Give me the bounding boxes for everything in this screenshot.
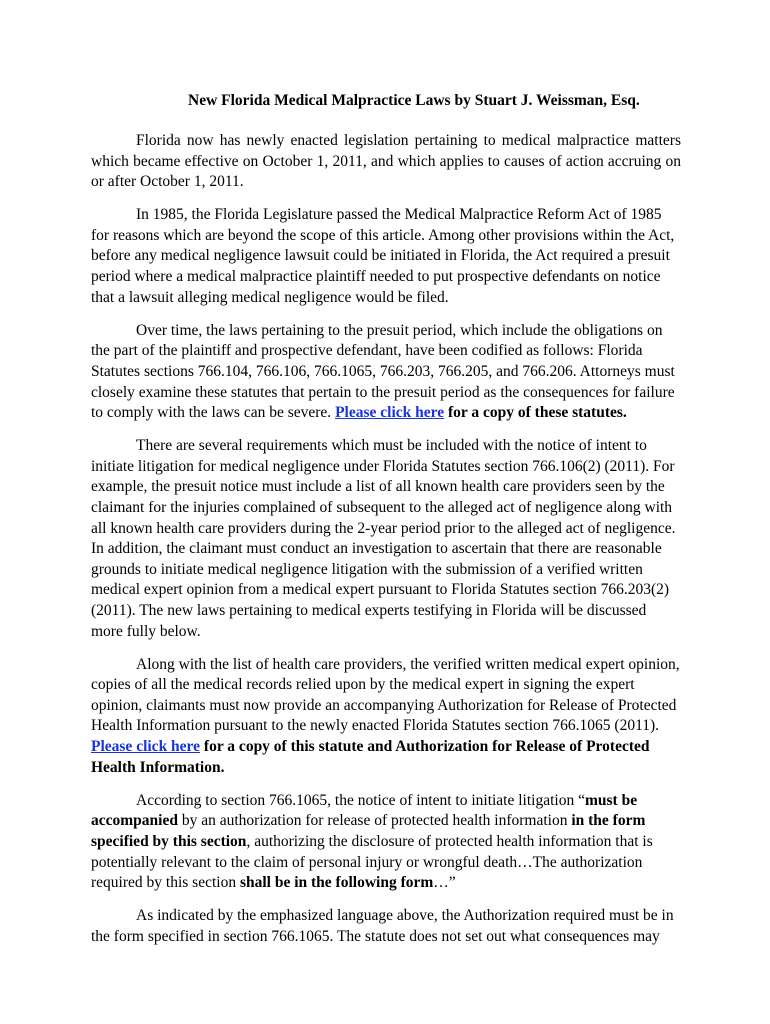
paragraph-5 — [91, 655, 681, 779]
paragraph-6-part-c: by an authorization for release of protected health information — [177, 812, 572, 830]
paragraph-5-text: Along with the list of health care providers, the verified written medical expert opinion, copies of all the medical records relied upon by the medical expert in signing the expert opinion, claimants must now provide an accompanying Authorization for Release of Protected Health Information pursuant to the newly enacted Florida Statutes section 766.1065 (2011). — [91, 655, 680, 735]
paragraph-1: Florida now has newly enacted legislation pertaining to medical malpractice matters which became effective on October 1, 2011, and which applies to causes of action accruing on or after October 1, 2011. — [91, 132, 681, 191]
paragraph-3-bold: for a copy of these statutes. — [444, 404, 627, 422]
paragraph-5-bold: for a copy of this statute and Authorization for Release of Protected Health Information. — [91, 738, 650, 776]
paragraph-6-part-g: …” — [433, 874, 456, 892]
paragraph-6-emphasis-1: must be accompanied — [91, 791, 638, 830]
paragraph-2: In 1985, the Florida Legislature passed the Medical Malpractice Reform Act of 1985 for reasons which are beyond the scope of this article. Among other provisions within the Act, before any medical negligence lawsuit could be initiated in Florida, the Act required a presuit period where a medical malpractice plaintiff needed to put prospective defendants on notice that a lawsuit alleging medical negligence would be filed. — [91, 206, 675, 306]
paragraph-4: There are several requirements which must be included with the notice of intent to initiate litigation for medical negligence under Florida Statutes section 766.106(2) (2011). For example, the presuit notice must include a list of all known health care providers seen by the claimant for the injuries complained of subsequent to the alleged act of negligence along with all known health care providers during the 2-year period prior to the alleged act of negligence. In addition, the claimant must conduct an investigation to ascertain that there are reasonable grounds to initiate medical negligence litigation with the submission of a verified written medical expert opinion from a medical expert pursuant to Florida Statutes section 766.203(2) (2011). The new laws pertaining to medical experts testifying in Florida will be discussed more fully below. — [91, 437, 676, 640]
paragraph-3 — [91, 321, 681, 424]
paragraph-7: As indicated by the emphasized language above, the Authorization required must be in the form specified in section 766.1065. The statute does not set out what consequences may — [91, 907, 674, 945]
paragraph-6-part-e: , authorizing the disclosure of protected health information that is potentially relevant to the claim of personal injury or wrongful death…The authorization required by this section — [91, 832, 653, 892]
paragraph-3-text: Over time, the laws pertaining to the presuit period, which include the obligations on the part of the plaintiff and prospective defendant, have been codified as follows: Florida Statutes sections 766.104, 766.106, 766.1065, 766.203, 766.205, and 766.206. Attorneys must closely examine these statutes that pertain to the presuit period as the consequences for failure to comply with the laws can be severe. — [91, 321, 675, 422]
document-page — [91, 91, 681, 960]
paragraph-6 — [91, 791, 681, 894]
paragraph-6-emphasis-3: shall be in the following form — [239, 874, 434, 892]
authorization-link[interactable]: Please click here — [91, 738, 201, 756]
statutes-link[interactable]: Please click here — [335, 404, 445, 422]
document-title: New Florida Medical Malpractice Laws by Stuart J. Weissman, Esq. — [188, 92, 640, 109]
paragraph-6-emphasis-2: in the form specified by this section — [91, 812, 646, 850]
paragraph-6-part-a: According to section 766.1065, the notice of intent to initiate litigation “ — [136, 791, 585, 809]
